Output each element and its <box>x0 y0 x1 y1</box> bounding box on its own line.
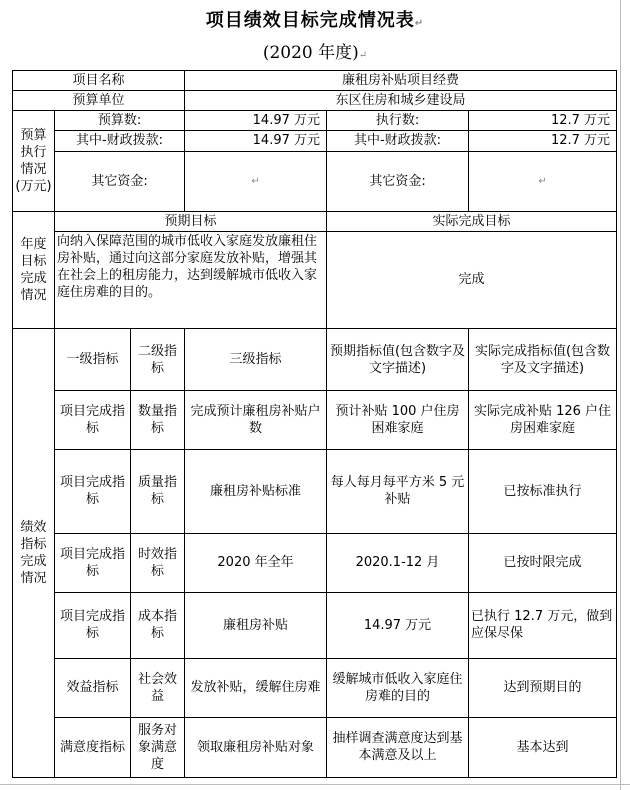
other-funds-exec-value: ↵ <box>469 151 617 211</box>
row-expected: 抽样调查满意度达到基本满意及以上 <box>327 717 469 777</box>
row-level2: 成本指标 <box>131 592 185 658</box>
row-actual: 基本达到 <box>469 717 617 777</box>
page-edge-vertical <box>620 0 621 790</box>
row-level3: 廉租房补贴标准 <box>185 449 327 534</box>
budget-unit-value: 东区住房和城乡建设局 <box>185 91 617 111</box>
performance-table <box>12 70 617 778</box>
row-actual: 达到预期目的 <box>469 659 617 717</box>
row-actual: 已按时限完成 <box>469 534 617 592</box>
row-actual: 已按标准执行 <box>469 449 617 534</box>
fiscal-budget-label: 其中-财政拨款: <box>55 131 185 151</box>
column-header-level3: 三级指标 <box>185 328 327 390</box>
row-expected: 2020.1-12 月 <box>327 534 469 592</box>
document-title: 项目绩效目标完成情况表↵ <box>205 10 425 31</box>
exec-amount-value: 12.7 万元 <box>469 111 617 131</box>
table-row <box>13 659 617 717</box>
document-subtitle: (2020 年度)↵ <box>262 43 368 63</box>
fiscal-budget-value: 14.97 万元 <box>185 131 327 151</box>
annual-section-label: 年度目标完成情况 <box>13 211 55 328</box>
other-funds-label: 其它资金: <box>55 151 185 211</box>
row-level2: 服务对象满意度 <box>131 717 185 777</box>
table-row <box>13 391 617 449</box>
row-level1: 效益指标 <box>55 659 131 717</box>
column-header-level1: 一级指标 <box>55 328 131 390</box>
expected-goal-header: 预期目标 <box>55 211 327 231</box>
actual-goal-header: 实际完成目标 <box>327 211 617 231</box>
page-edge-horizontal <box>0 784 630 785</box>
performance-section-label: 绩效指标完成情况 <box>13 328 55 777</box>
budget-amount-value: 14.97 万元 <box>185 111 327 131</box>
fiscal-exec-value: 12.7 万元 <box>469 131 617 151</box>
column-header-actual: 实际完成指标值(包含数字及文字描述) <box>469 328 617 390</box>
row-level3: 廉租房补贴 <box>185 592 327 658</box>
row-level2: 数量指标 <box>131 391 185 449</box>
column-header-expected: 预期指标值(包含数字及文字描述) <box>327 328 469 390</box>
row-level3: 发放补贴，缓解住房难 <box>185 659 327 717</box>
other-funds-value: ↵ <box>185 151 327 211</box>
budget-section-label: 预算执行情况(万元) <box>13 111 55 212</box>
row-level3: 完成预计廉租房补贴户数 <box>185 391 327 449</box>
table-row <box>13 534 617 592</box>
other-funds-exec-label: 其它资金: <box>327 151 469 211</box>
column-header-level2: 二级指标 <box>131 328 185 390</box>
project-name-label: 项目名称 <box>13 71 185 91</box>
row-level2: 时效指标 <box>131 534 185 592</box>
exec-amount-label: 执行数: <box>327 111 469 131</box>
row-expected: 缓解城市低收入家庭住房难的目的 <box>327 659 469 717</box>
budget-amount-label: 预算数: <box>55 111 185 131</box>
row-level1: 项目完成指标 <box>55 391 131 449</box>
row-expected: 14.97 万元 <box>327 592 469 658</box>
row-level1: 项目完成指标 <box>55 449 131 534</box>
budget-unit-label: 预算单位 <box>13 91 185 111</box>
row-level1: 项目完成指标 <box>55 534 131 592</box>
row-level2: 社会效益 <box>131 659 185 717</box>
row-expected: 每人每月每平方米 5 元补贴 <box>327 449 469 534</box>
row-level1: 项目完成指标 <box>55 592 131 658</box>
actual-goal-text: 完成 <box>327 232 617 329</box>
expected-goal-text: 向纳入保障范围的城市低收入家庭发放廉租住房补贴，通过向这部分家庭发放补贴，增强其在社会上的租房能力，达到缓解城市低收入家庭住房难的目的。 <box>55 232 327 329</box>
table-row <box>13 717 617 777</box>
table-row <box>13 449 617 534</box>
row-level2: 质量指标 <box>131 449 185 534</box>
fiscal-exec-label: 其中-财政拨款: <box>327 131 469 151</box>
row-level3: 领取廉租房补贴对象 <box>185 717 327 777</box>
row-actual: 已执行 12.7 万元，做到应保尽保 <box>469 592 617 658</box>
row-actual: 实际完成补贴 126 户住房困难家庭 <box>469 391 617 449</box>
row-level1: 满意度指标 <box>55 717 131 777</box>
project-name-value: 廉租房补贴项目经费 <box>185 71 617 91</box>
table-row <box>13 592 617 658</box>
row-level3: 2020 年全年 <box>185 534 327 592</box>
row-expected: 预计补贴 100 户住房困难家庭 <box>327 391 469 449</box>
